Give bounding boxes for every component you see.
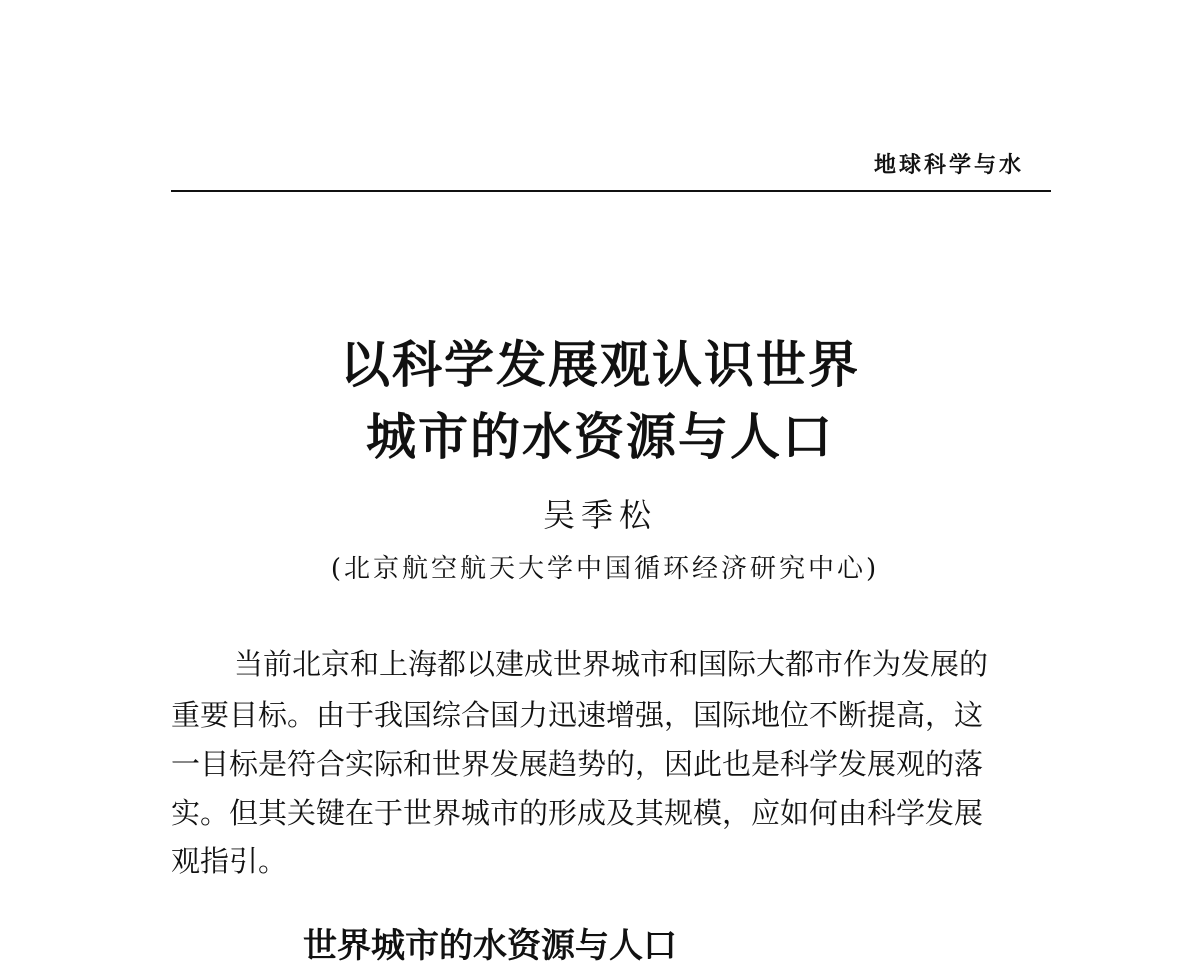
- article-title-line-2: 城市的水资源与人口: [366, 407, 834, 466]
- section-heading: 世界城市的水资源与人口: [303, 926, 677, 966]
- paragraph-line: 当前北京和上海都以建成世界城市和国际大都市作为发展的: [234, 647, 989, 681]
- paragraph-line: 重要目标。由于我国综合国力迅速增强，国际地位不断提高，这: [171, 698, 984, 732]
- article-title-line-1: 以科学发展观认识世界: [340, 335, 860, 394]
- header-divider: [171, 190, 1051, 192]
- paragraph-line: 观指引。: [171, 844, 288, 878]
- paragraph-line: 实。但其关键在于世界城市的形成及其规模，应如何由科学发展: [171, 796, 984, 830]
- author-affiliation: (北京航空航天大学中国循环经济研究中心): [330, 554, 880, 584]
- paragraph-line: 一目标是符合实际和世界发展趋势的，因此也是科学发展观的落: [171, 747, 984, 781]
- author-name: 吴季松: [542, 496, 657, 534]
- running-header: 地球科学与水: [873, 152, 1024, 178]
